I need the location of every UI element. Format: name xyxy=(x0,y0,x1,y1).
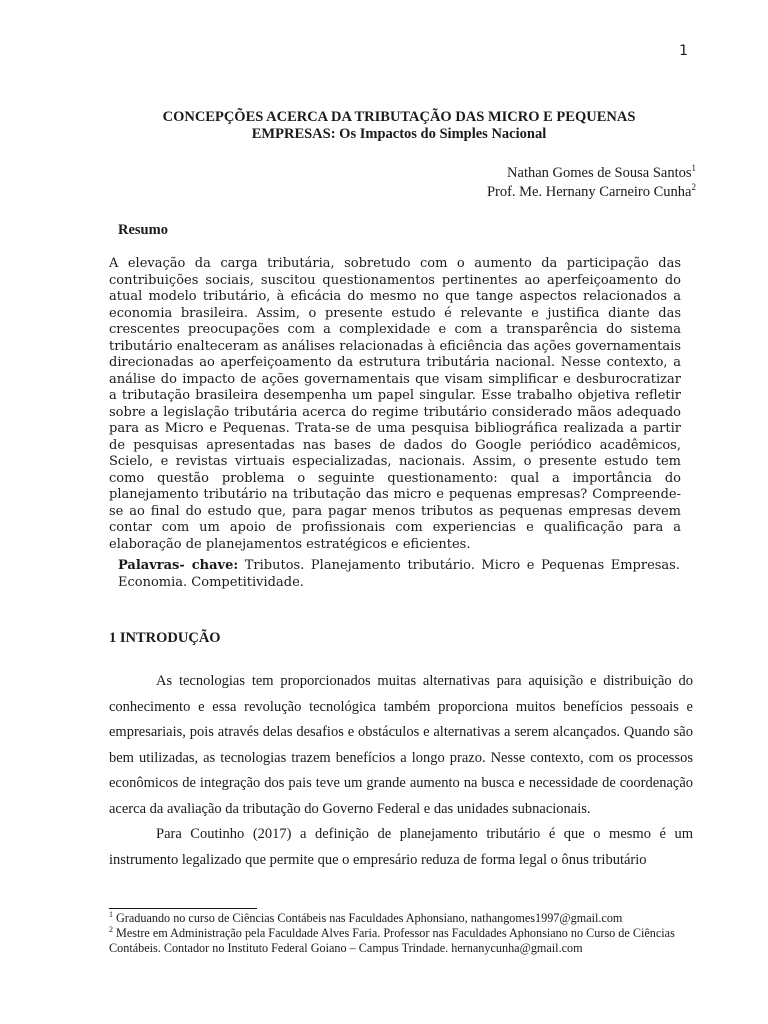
footnote-marker: 1 xyxy=(691,163,696,174)
author-name: Nathan Gomes de Sousa Santos xyxy=(507,165,692,181)
paragraph: Para Coutinho (2017) a definição de planejamento tributário é que o mesmo é um instrumento legalizado que permite que o empresário reduza de forma legal o ônus tributário xyxy=(109,826,693,868)
abstract-heading: Resumo xyxy=(118,222,168,238)
footnote-marker: 1 xyxy=(109,909,113,919)
abstract-text: A elevação da carga tributária, sobretudo com o aumento da participação das contribuições sociais, suscitou questionamentos pertinentes ao aperfeiçoamento do atual modelo tributário, à eficácia do mesmo no que tange aspectos relacionados a economia brasileira. Assim, o presente estudo é relevante e justifica diante das crescentes preocupações com a complexidade e com a transparência do sistema tributário enalteceram as análises relacionadas à eficiência das ações governamentais direcionadas ao aperfeiçoamento da estrutura tributária nacional. Nesse contexto, a análise do impacto de ações governamentais que visam simplificar e desburocratizar a tributação brasileira desempenha um papel singular. Esse trabalho objetiva refletir sobre a legislação tributária acerca do regime tributário considerado mãos adequado para as Micro e Pequenas. Trata-se de uma pesquisa bibliográfica realizada a partir de pesquisas apresentadas nas bases de dados do Google periódico acadêmicos, Scielo, e revistas virtuais especializadas, nacionais. Assim, o presente estudo tem como questão problema o seguinte questionamento: qual a importância do planejamento tributário na tributação das micro e pequenas empresas? Compreende-se ao final do estudo que, para pagar menos tributos as pequenas empresas devem contar com um apoio de profissionais com experiencias e qualificação para a elaboração de planejamentos estratégicos e eficientes. xyxy=(109,256,681,552)
footnote-text: Graduando no curso de Ciências Contábeis nas Faculdades Aphonsiano, nathangomes1997@gmail.com xyxy=(116,911,623,925)
footnote-text: Mestre em Administração pela Faculdade Alves Faria. Professor nas Faculdades Aphonsiano no Curso de Ciências Contábeis. Contador no Instituto Federal Goiano – Campus Trindade. hernanycunha@gmail.com xyxy=(109,925,675,955)
keywords-label: Palavras- chave: xyxy=(118,558,239,573)
footnote-2 xyxy=(109,926,693,956)
author-1 xyxy=(487,164,696,183)
title-line-1: CONCEPÇÕES ACERCA DA TRIBUTAÇÃO DAS MICRO E PEQUENAS xyxy=(162,109,636,125)
author-2 xyxy=(487,183,696,202)
footnote-marker: 2 xyxy=(109,924,113,934)
keywords xyxy=(118,557,680,591)
page-number: 1 xyxy=(679,43,688,59)
paper-title xyxy=(109,109,689,143)
footnote-marker: 2 xyxy=(691,182,696,193)
author-list xyxy=(487,164,696,202)
title-line-2: EMPRESAS: Os Impactos do Simples Nacional xyxy=(251,126,547,142)
body-text xyxy=(109,669,693,873)
footnote-divider xyxy=(109,908,257,909)
keywords-text: Tributos. Planejamento tributário. Micro e Pequenas Empresas. Economia. Competitividade. xyxy=(118,558,680,590)
footnotes xyxy=(109,911,693,955)
paragraph: As tecnologias tem proporcionados muitas alternativas para aquisição e distribuição do conhecimento e essa revolução tecnológica também proporciona muitos benefícios pessoais e empresariais, pois através delas desafios e obstáculos e alternativas a serem alcançados. Quando são bem utilizadas, as tecnologias trazem benefícios a longo prazo. Nesse contexto, com os processos econômicos de integração dos pais teve um grande aumento na busca e necessidade de coordenação acerca da avaliação da tributação do Governo Federal e das unidades subnacionais. xyxy=(109,673,693,817)
footnote-1 xyxy=(109,911,693,926)
author-name: Prof. Me. Hernany Carneiro Cunha xyxy=(486,184,692,200)
section-heading: 1 INTRODUÇÃO xyxy=(109,630,221,646)
